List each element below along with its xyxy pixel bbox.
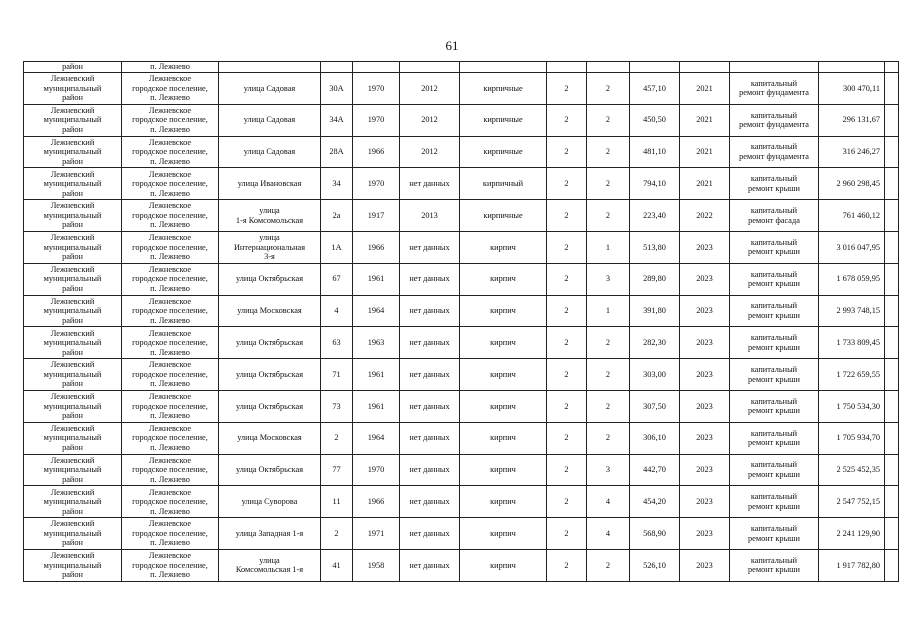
- cell-extra: [885, 136, 899, 168]
- table-row: [24, 263, 899, 295]
- page-number: 61: [445, 38, 459, 53]
- cell-repair-year: 2023: [680, 486, 730, 518]
- cell-repair-year: 2023: [680, 327, 730, 359]
- cell-reconstruction-year: нет данных: [400, 390, 460, 422]
- cell-street: улица Садовая: [219, 73, 321, 105]
- table-row: [24, 454, 899, 486]
- cell-repair-year: 2023: [680, 518, 730, 550]
- cell-build-year: 1961: [353, 359, 400, 391]
- cell-street: [219, 62, 321, 73]
- cell-build-year: 1961: [353, 263, 400, 295]
- table-row: [24, 231, 899, 263]
- cell-area: 513,80: [630, 231, 680, 263]
- cell-repair-year: 2021: [680, 73, 730, 105]
- cell-cost: [819, 62, 885, 73]
- cell-wall-material: кирпич: [460, 231, 547, 263]
- cell-district: Лежневский муниципальный район: [24, 518, 122, 550]
- cell-area: 450,50: [630, 104, 680, 136]
- cell-extra: [885, 73, 899, 105]
- cell-reconstruction-year: нет данных: [400, 454, 460, 486]
- cell-area: 794,10: [630, 168, 680, 200]
- table-row: [24, 390, 899, 422]
- cell-house-number: 2: [321, 422, 353, 454]
- cell-floors: 2: [547, 327, 587, 359]
- cell-floors: 2: [547, 486, 587, 518]
- cell-work-type: капитальный ремонт крыши: [730, 295, 819, 327]
- cell-cost: 2 993 748,15: [819, 295, 885, 327]
- cell-cost: 761 460,12: [819, 200, 885, 232]
- cell-reconstruction-year: 2013: [400, 200, 460, 232]
- cell-house-number: 34А: [321, 104, 353, 136]
- cell-extra: [885, 390, 899, 422]
- cell-district: Лежневский муниципальный район: [24, 168, 122, 200]
- cell-entrances: 2: [587, 73, 630, 105]
- cell-build-year: 1964: [353, 295, 400, 327]
- cell-wall-material: кирпич: [460, 390, 547, 422]
- cell-wall-material: кирпич: [460, 263, 547, 295]
- cell-repair-year: 2023: [680, 454, 730, 486]
- cell-build-year: 1970: [353, 73, 400, 105]
- cell-street: улица Московская: [219, 422, 321, 454]
- cell-district: Лежневский муниципальный район: [24, 200, 122, 232]
- cell-cost: 300 470,11: [819, 73, 885, 105]
- cell-settlement: Лежневское городское поселение, п. Лежнево: [122, 263, 219, 295]
- cell-district: Лежневский муниципальный район: [24, 295, 122, 327]
- cell-settlement: Лежневское городское поселение, п. Лежнево: [122, 390, 219, 422]
- cell-entrances: 2: [587, 104, 630, 136]
- cell-house-number: [321, 62, 353, 73]
- cell-street: улица Интернациональная 3-я: [219, 231, 321, 263]
- cell-work-type: капитальный ремонт крыши: [730, 263, 819, 295]
- cell-extra: [885, 422, 899, 454]
- cell-floors: 2: [547, 231, 587, 263]
- cell-work-type: капитальный ремонт крыши: [730, 518, 819, 550]
- cell-work-type: капитальный ремонт крыши: [730, 390, 819, 422]
- cell-street: улица Московская: [219, 295, 321, 327]
- cell-repair-year: 2023: [680, 263, 730, 295]
- cell-area: 442,70: [630, 454, 680, 486]
- table-row: [24, 549, 899, 581]
- cell-extra: [885, 295, 899, 327]
- cell-build-year: 1970: [353, 454, 400, 486]
- cell-floors: 2: [547, 168, 587, 200]
- cell-entrances: 4: [587, 486, 630, 518]
- cell-settlement: Лежневское городское поселение, п. Лежнево: [122, 422, 219, 454]
- cell-wall-material: кирпичные: [460, 200, 547, 232]
- cell-floors: 2: [547, 295, 587, 327]
- cell-floors: 2: [547, 136, 587, 168]
- cell-extra: [885, 549, 899, 581]
- cell-settlement: Лежневское городское поселение, п. Лежнево: [122, 295, 219, 327]
- cell-cost: 316 246,27: [819, 136, 885, 168]
- cell-floors: 2: [547, 359, 587, 391]
- cell-entrances: 2: [587, 359, 630, 391]
- cell-build-year: 1917: [353, 200, 400, 232]
- cell-reconstruction-year: нет данных: [400, 549, 460, 581]
- cell-cost: 1 678 059,95: [819, 263, 885, 295]
- cell-reconstruction-year: 2012: [400, 73, 460, 105]
- cell-district: Лежневский муниципальный район: [24, 390, 122, 422]
- cell-floors: 2: [547, 454, 587, 486]
- cell-work-type: капитальный ремонт крыши: [730, 327, 819, 359]
- cell-street: улица Садовая: [219, 136, 321, 168]
- cell-floors: 2: [547, 73, 587, 105]
- cell-cost: 1 750 534,30: [819, 390, 885, 422]
- cell-reconstruction-year: нет данных: [400, 518, 460, 550]
- cell-work-type: [730, 62, 819, 73]
- cell-settlement: Лежневское городское поселение, п. Лежнево: [122, 73, 219, 105]
- cell-cost: 3 016 047,95: [819, 231, 885, 263]
- cell-cost: 2 960 298,45: [819, 168, 885, 200]
- cell-build-year: 1958: [353, 549, 400, 581]
- cell-street: улица Садовая: [219, 104, 321, 136]
- cell-cost: 1 917 782,80: [819, 549, 885, 581]
- table-row-continued: [24, 62, 899, 73]
- cell-entrances: 2: [587, 136, 630, 168]
- cell-house-number: 28А: [321, 136, 353, 168]
- cell-street: улица Суворова: [219, 486, 321, 518]
- cell-entrances: 2: [587, 168, 630, 200]
- cell-repair-year: 2023: [680, 422, 730, 454]
- cell-extra: [885, 454, 899, 486]
- cell-entrances: 2: [587, 549, 630, 581]
- cell-house-number: 2: [321, 518, 353, 550]
- cell-extra: [885, 359, 899, 391]
- table-row: [24, 168, 899, 200]
- cell-extra: [885, 263, 899, 295]
- cell-settlement: Лежневское городское поселение, п. Лежнево: [122, 136, 219, 168]
- cell-house-number: 71: [321, 359, 353, 391]
- cell-build-year: 1971: [353, 518, 400, 550]
- cell-area: [630, 62, 680, 73]
- table-row: [24, 518, 899, 550]
- cell-reconstruction-year: нет данных: [400, 486, 460, 518]
- cell-house-number: 11: [321, 486, 353, 518]
- cell-reconstruction-year: нет данных: [400, 295, 460, 327]
- cell-reconstruction-year: нет данных: [400, 327, 460, 359]
- cell-settlement: Лежневское городское поселение, п. Лежнево: [122, 327, 219, 359]
- cell-work-type: капитальный ремонт крыши: [730, 168, 819, 200]
- cell-reconstruction-year: нет данных: [400, 231, 460, 263]
- cell-settlement: Лежневское городское поселение, п. Лежнево: [122, 231, 219, 263]
- cell-floors: 2: [547, 518, 587, 550]
- cell-work-type: капитальный ремонт крыши: [730, 422, 819, 454]
- cell-street: улица Октябрьская: [219, 359, 321, 391]
- cell-extra: [885, 168, 899, 200]
- cell-street: улица Октябрьская: [219, 263, 321, 295]
- cell-cost: 296 131,67: [819, 104, 885, 136]
- cell-settlement: Лежневское городское поселение, п. Лежнево: [122, 518, 219, 550]
- cell-wall-material: кирпич: [460, 518, 547, 550]
- cell-reconstruction-year: нет данных: [400, 359, 460, 391]
- cell-house-number: 73: [321, 390, 353, 422]
- cell-cost: 2 547 752,15: [819, 486, 885, 518]
- cell-wall-material: кирпич: [460, 549, 547, 581]
- cell-entrances: [587, 62, 630, 73]
- cell-house-number: 77: [321, 454, 353, 486]
- cell-floors: 2: [547, 390, 587, 422]
- cell-build-year: 1966: [353, 231, 400, 263]
- housing-repair-table: [23, 61, 899, 582]
- cell-wall-material: кирпичные: [460, 73, 547, 105]
- cell-wall-material: кирпичный: [460, 168, 547, 200]
- cell-house-number: 30А: [321, 73, 353, 105]
- cell-entrances: 1: [587, 231, 630, 263]
- cell-extra: [885, 231, 899, 263]
- cell-floors: 2: [547, 263, 587, 295]
- cell-entrances: 2: [587, 422, 630, 454]
- cell-wall-material: кирпич: [460, 295, 547, 327]
- cell-wall-material: кирпич: [460, 454, 547, 486]
- cell-wall-material: кирпичные: [460, 136, 547, 168]
- cell-street: улица Комсомольская 1-я: [219, 549, 321, 581]
- cell-extra: [885, 104, 899, 136]
- cell-reconstruction-year: нет данных: [400, 168, 460, 200]
- cell-district: Лежневский муниципальный район: [24, 231, 122, 263]
- table-row: [24, 104, 899, 136]
- cell-entrances: 4: [587, 518, 630, 550]
- cell-build-year: [353, 62, 400, 73]
- cell-work-type: капитальный ремонт фундамента: [730, 73, 819, 105]
- cell-district: Лежневский муниципальный район: [24, 486, 122, 518]
- cell-wall-material: кирпич: [460, 327, 547, 359]
- cell-repair-year: [680, 62, 730, 73]
- table-row: [24, 73, 899, 105]
- cell-reconstruction-year: нет данных: [400, 263, 460, 295]
- cell-extra: [885, 518, 899, 550]
- cell-area: 303,00: [630, 359, 680, 391]
- cell-wall-material: кирпич: [460, 486, 547, 518]
- table-row: [24, 295, 899, 327]
- table-row: [24, 359, 899, 391]
- cell-cost: 2 525 452,35: [819, 454, 885, 486]
- cell-extra: [885, 62, 899, 73]
- table-row: [24, 136, 899, 168]
- cell-area: 526,10: [630, 549, 680, 581]
- cell-wall-material: кирпичные: [460, 104, 547, 136]
- cell-district: Лежневский муниципальный район: [24, 136, 122, 168]
- cell-street: улица 1-я Комсомольская: [219, 200, 321, 232]
- table-row: [24, 422, 899, 454]
- cell-entrances: 3: [587, 263, 630, 295]
- cell-entrances: 2: [587, 327, 630, 359]
- cell-area: 457,10: [630, 73, 680, 105]
- cell-house-number: 1А: [321, 231, 353, 263]
- cell-district: Лежневский муниципальный район: [24, 422, 122, 454]
- cell-build-year: 1964: [353, 422, 400, 454]
- cell-settlement: Лежневское городское поселение, п. Лежнево: [122, 104, 219, 136]
- cell-repair-year: 2023: [680, 295, 730, 327]
- cell-repair-year: 2022: [680, 200, 730, 232]
- cell-settlement: Лежневское городское поселение, п. Лежнево: [122, 200, 219, 232]
- cell-reconstruction-year: [400, 62, 460, 73]
- cell-district: Лежневский муниципальный район: [24, 73, 122, 105]
- cell-wall-material: кирпич: [460, 422, 547, 454]
- cell-work-type: капитальный ремонт крыши: [730, 454, 819, 486]
- cell-repair-year: 2023: [680, 231, 730, 263]
- cell-extra: [885, 200, 899, 232]
- cell-area: 307,50: [630, 390, 680, 422]
- cell-repair-year: 2023: [680, 390, 730, 422]
- cell-cost: 1 722 659,55: [819, 359, 885, 391]
- cell-street: улица Октябрьская: [219, 390, 321, 422]
- cell-area: 481,10: [630, 136, 680, 168]
- cell-work-type: капитальный ремонт фундамента: [730, 136, 819, 168]
- cell-work-type: капитальный ремонт фасада: [730, 200, 819, 232]
- cell-street: улица Октябрьская: [219, 327, 321, 359]
- cell-repair-year: 2023: [680, 359, 730, 391]
- cell-house-number: 67: [321, 263, 353, 295]
- cell-floors: [547, 62, 587, 73]
- cell-settlement: Лежневское городское поселение, п. Лежнево: [122, 359, 219, 391]
- cell-entrances: 2: [587, 200, 630, 232]
- cell-entrances: 3: [587, 454, 630, 486]
- cell-district: Лежневский муниципальный район: [24, 327, 122, 359]
- cell-settlement: Лежневское городское поселение, п. Лежнево: [122, 486, 219, 518]
- cell-district: Лежневский муниципальный район: [24, 359, 122, 391]
- cell-floors: 2: [547, 104, 587, 136]
- cell-cost: 1 705 934,70: [819, 422, 885, 454]
- cell-work-type: капитальный ремонт крыши: [730, 486, 819, 518]
- cell-wall-material: [460, 62, 547, 73]
- cell-area: 223,40: [630, 200, 680, 232]
- cell-reconstruction-year: 2012: [400, 136, 460, 168]
- cell-floors: 2: [547, 422, 587, 454]
- cell-floors: 2: [547, 200, 587, 232]
- table-row: [24, 200, 899, 232]
- cell-house-number: 34: [321, 168, 353, 200]
- cell-area: 391,80: [630, 295, 680, 327]
- cell-area: 289,80: [630, 263, 680, 295]
- cell-repair-year: 2021: [680, 136, 730, 168]
- cell-house-number: 4: [321, 295, 353, 327]
- cell-entrances: 2: [587, 390, 630, 422]
- cell-district: район: [24, 62, 122, 73]
- cell-extra: [885, 486, 899, 518]
- cell-settlement: Лежневское городское поселение, п. Лежнево: [122, 454, 219, 486]
- cell-street: улица Ивановская: [219, 168, 321, 200]
- cell-entrances: 1: [587, 295, 630, 327]
- cell-repair-year: 2023: [680, 549, 730, 581]
- cell-district: Лежневский муниципальный район: [24, 104, 122, 136]
- cell-district: Лежневский муниципальный район: [24, 454, 122, 486]
- cell-house-number: 2а: [321, 200, 353, 232]
- cell-build-year: 1966: [353, 486, 400, 518]
- table-row: [24, 486, 899, 518]
- cell-street: улица Западная 1-я: [219, 518, 321, 550]
- table-row: [24, 327, 899, 359]
- cell-work-type: капитальный ремонт крыши: [730, 231, 819, 263]
- cell-area: 454,20: [630, 486, 680, 518]
- cell-reconstruction-year: нет данных: [400, 422, 460, 454]
- cell-extra: [885, 327, 899, 359]
- cell-area: 306,10: [630, 422, 680, 454]
- cell-settlement: Лежневское городское поселение, п. Лежнево: [122, 549, 219, 581]
- cell-settlement: Лежневское городское поселение, п. Лежнево: [122, 168, 219, 200]
- cell-wall-material: кирпич: [460, 359, 547, 391]
- cell-build-year: 1963: [353, 327, 400, 359]
- cell-reconstruction-year: 2012: [400, 104, 460, 136]
- cell-build-year: 1970: [353, 168, 400, 200]
- cell-area: 282,30: [630, 327, 680, 359]
- cell-work-type: капитальный ремонт фундамента: [730, 104, 819, 136]
- cell-repair-year: 2021: [680, 168, 730, 200]
- cell-cost: 1 733 809,45: [819, 327, 885, 359]
- cell-work-type: капитальный ремонт крыши: [730, 359, 819, 391]
- cell-repair-year: 2021: [680, 104, 730, 136]
- cell-house-number: 41: [321, 549, 353, 581]
- cell-street: улица Октябрьская: [219, 454, 321, 486]
- cell-build-year: 1966: [353, 136, 400, 168]
- cell-house-number: 63: [321, 327, 353, 359]
- cell-build-year: 1970: [353, 104, 400, 136]
- cell-area: 568,90: [630, 518, 680, 550]
- cell-floors: 2: [547, 549, 587, 581]
- cell-build-year: 1961: [353, 390, 400, 422]
- cell-work-type: капитальный ремонт крыши: [730, 549, 819, 581]
- cell-settlement: п. Лежнево: [122, 62, 219, 73]
- cell-district: Лежневский муниципальный район: [24, 549, 122, 581]
- cell-cost: 2 241 129,90: [819, 518, 885, 550]
- cell-district: Лежневский муниципальный район: [24, 263, 122, 295]
